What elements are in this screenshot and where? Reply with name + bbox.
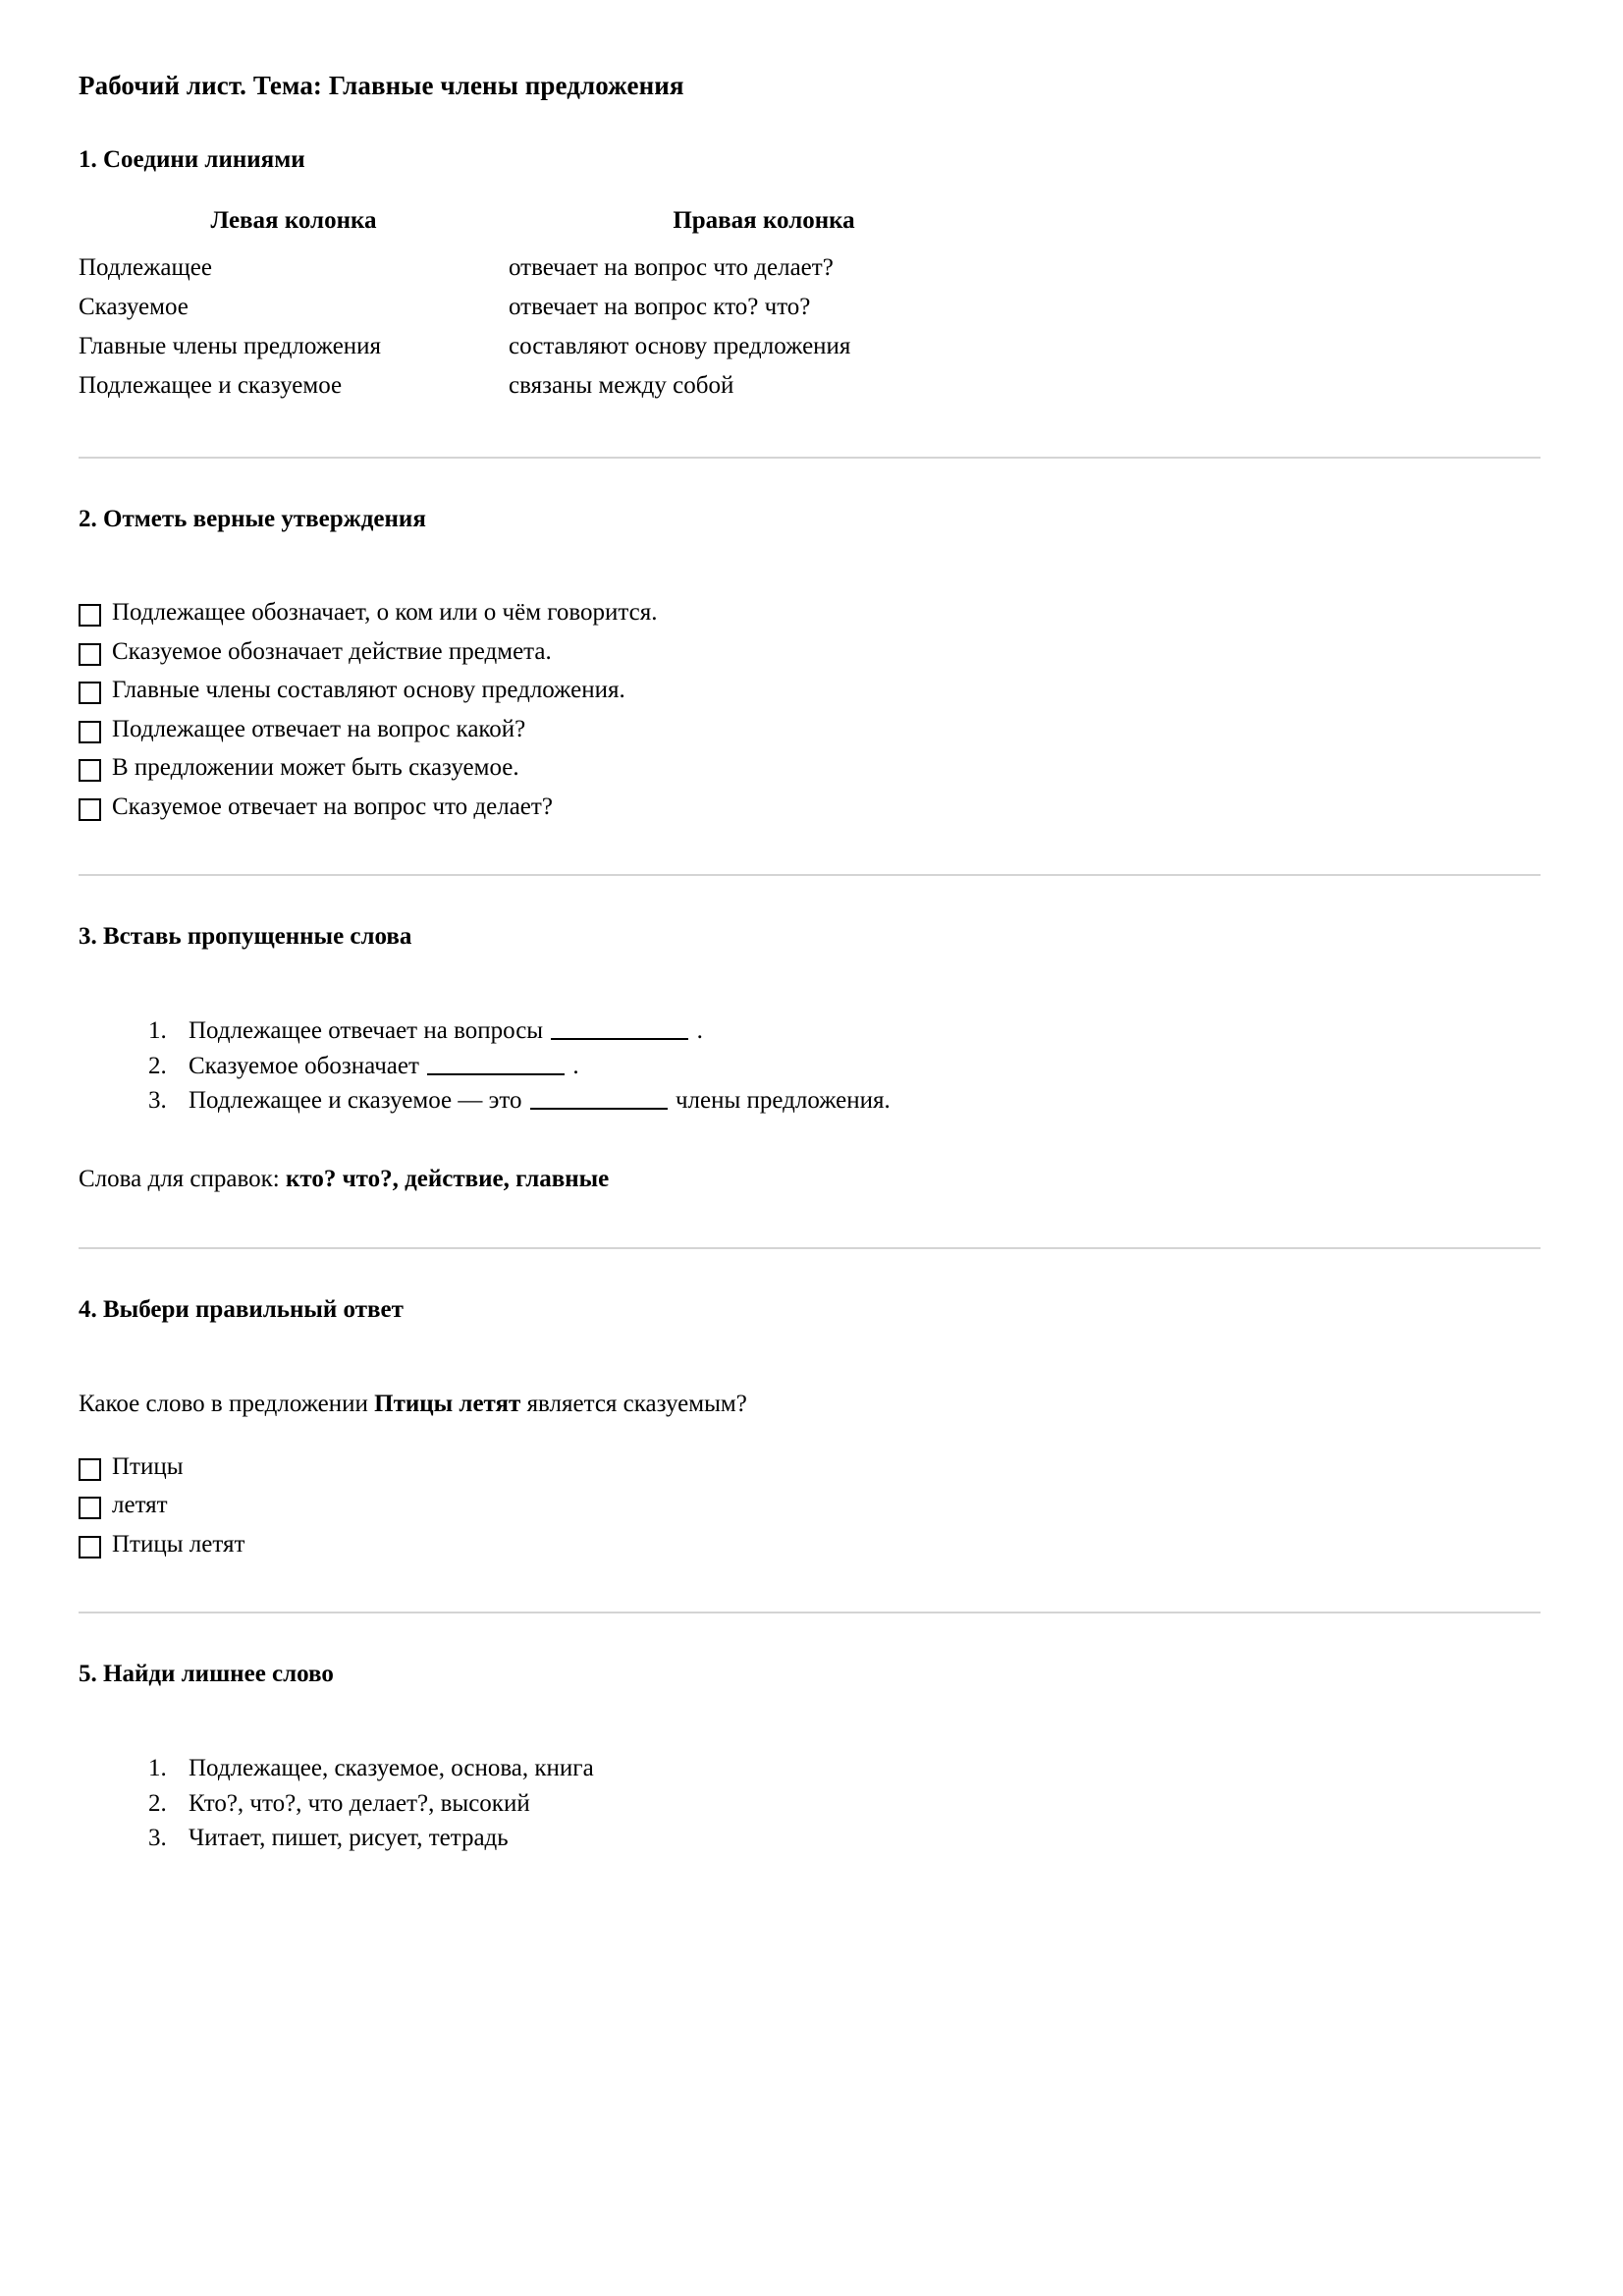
- match-left-item[interactable]: Главные члены предложения: [79, 333, 382, 359]
- statement-label: В предложении может быть сказуемое.: [112, 754, 519, 781]
- fill-in-blank-list: [79, 1013, 1541, 1119]
- blank-item-prefix: Сказуемое обозначает: [189, 1052, 426, 1079]
- match-left-item[interactable]: Сказуемое: [79, 294, 189, 320]
- spacer: [79, 1119, 1541, 1162]
- spacer: [79, 1421, 1541, 1450]
- statement-label: Подлежащее отвечает на вопрос какой?: [112, 715, 526, 742]
- task-2-heading: 2. Отметь верные утверждения: [79, 506, 426, 532]
- task-5-heading: 5. Найди лишнее слово: [79, 1661, 334, 1687]
- blank-item-prefix: Подлежащее отвечает на вопросы: [189, 1017, 550, 1044]
- table-row[interactable]: [79, 248, 1019, 288]
- table-row[interactable]: [79, 366, 1019, 406]
- list-item[interactable]: [79, 791, 1541, 824]
- list-item[interactable]: [173, 1013, 1541, 1049]
- statement-label: Подлежащее обозначает, о ком или о чём говорится.: [112, 599, 658, 626]
- match-right-item[interactable]: отвечает на вопрос что делает?: [509, 254, 834, 281]
- list-item[interactable]: [79, 1489, 1541, 1522]
- checkbox-icon[interactable]: [79, 604, 101, 627]
- section-divider: [79, 874, 1541, 876]
- match-left-item[interactable]: Подлежащее: [79, 254, 212, 281]
- matching-table: [79, 207, 1019, 406]
- odd-one-out-list: [79, 1751, 1541, 1856]
- question-suffix: является сказуемым?: [520, 1390, 747, 1417]
- list-item[interactable]: [173, 1049, 1541, 1084]
- option-label: Птицы летят: [112, 1530, 245, 1558]
- match-right-item[interactable]: отвечает на вопрос кто? что?: [509, 294, 811, 320]
- word-bank-label: Слова для справок:: [79, 1165, 286, 1192]
- task-3-section: [79, 923, 1541, 1196]
- blank-item-prefix: Подлежащее и сказуемое — это: [189, 1087, 528, 1114]
- checkbox-icon[interactable]: [79, 643, 101, 666]
- section-divider: [79, 1612, 1541, 1613]
- list-item[interactable]: [79, 713, 1541, 746]
- spacer: [79, 984, 1541, 1013]
- section-divider: [79, 1247, 1541, 1249]
- task-5-section: [79, 1661, 1541, 1856]
- spacer: [79, 1357, 1541, 1387]
- blank-item-suffix: .: [567, 1052, 579, 1079]
- checkbox-icon[interactable]: [79, 721, 101, 743]
- list-item[interactable]: [79, 635, 1541, 669]
- statement-label: Сказуемое отвечает на вопрос что делает?: [112, 793, 553, 820]
- match-right-item[interactable]: связаны между собой: [509, 372, 734, 399]
- blank-input[interactable]: [551, 1013, 688, 1040]
- list-item[interactable]: [173, 1083, 1541, 1119]
- task-2-section: [79, 506, 1541, 823]
- checkbox-icon[interactable]: [79, 682, 101, 704]
- statement-label: Сказуемое обозначает действие предмета.: [112, 637, 552, 665]
- section-divider: [79, 457, 1541, 459]
- list-item[interactable]: [79, 596, 1541, 629]
- statement-checkbox-list: [79, 596, 1541, 823]
- blank-input[interactable]: [530, 1083, 668, 1110]
- task-4-heading: 4. Выбери правильный ответ: [79, 1295, 404, 1323]
- blank-input[interactable]: [427, 1049, 565, 1075]
- blank-item-suffix: .: [690, 1017, 703, 1044]
- spacer: [79, 567, 1541, 596]
- checkbox-icon[interactable]: [79, 1536, 101, 1558]
- task-1-heading: 1. Соедини линиями: [79, 146, 305, 173]
- word-bank-words: кто? что?, действие, главные: [285, 1165, 610, 1192]
- checkbox-icon[interactable]: [79, 1458, 101, 1481]
- answer-option-list: [79, 1450, 1541, 1561]
- checkbox-icon[interactable]: [79, 759, 101, 782]
- checkbox-icon[interactable]: [79, 798, 101, 821]
- blank-item-suffix: члены предложения.: [669, 1087, 891, 1114]
- match-left-item[interactable]: Подлежащее и сказуемое: [79, 372, 343, 399]
- list-item[interactable]: 1. Подлежащее, сказуемое, основа, книга: [173, 1751, 1541, 1786]
- task-1-section: [79, 146, 1541, 406]
- right-column-header: Правая колонка: [673, 207, 855, 234]
- option-label: летят: [112, 1492, 168, 1518]
- page-title: Рабочий лист. Тема: Главные члены предложения: [79, 71, 684, 100]
- statement-label: Главные члены составляют основу предложения.: [112, 677, 625, 703]
- spacer: [79, 1722, 1541, 1751]
- list-item[interactable]: 2. Кто?, что?, что делает?, высокий: [173, 1786, 1541, 1822]
- task-3-heading: 3. Вставь пропущенные слова: [79, 923, 412, 950]
- checkbox-icon[interactable]: [79, 1497, 101, 1519]
- word-bank: [79, 1162, 1541, 1196]
- question-prefix: Какое слово в предложении: [79, 1390, 375, 1417]
- question-emphasis: Птицы летят: [374, 1390, 521, 1417]
- list-item[interactable]: 3. Читает, пишет, рисует, тетрадь: [173, 1821, 1541, 1856]
- table-row[interactable]: [79, 288, 1019, 327]
- list-item[interactable]: [79, 751, 1541, 785]
- list-item[interactable]: [79, 674, 1541, 707]
- matching-table-header-row: [79, 207, 1019, 248]
- table-row[interactable]: [79, 327, 1019, 366]
- match-right-item[interactable]: составляют основу предложения: [509, 333, 851, 359]
- list-item[interactable]: [79, 1528, 1541, 1561]
- list-item[interactable]: [79, 1450, 1541, 1484]
- option-label: Птицы: [112, 1452, 184, 1480]
- left-column-header: Левая колонка: [210, 207, 377, 234]
- matching-table-body: [79, 248, 1019, 406]
- task-4-section: [79, 1296, 1541, 1561]
- task-4-question: [79, 1387, 1541, 1421]
